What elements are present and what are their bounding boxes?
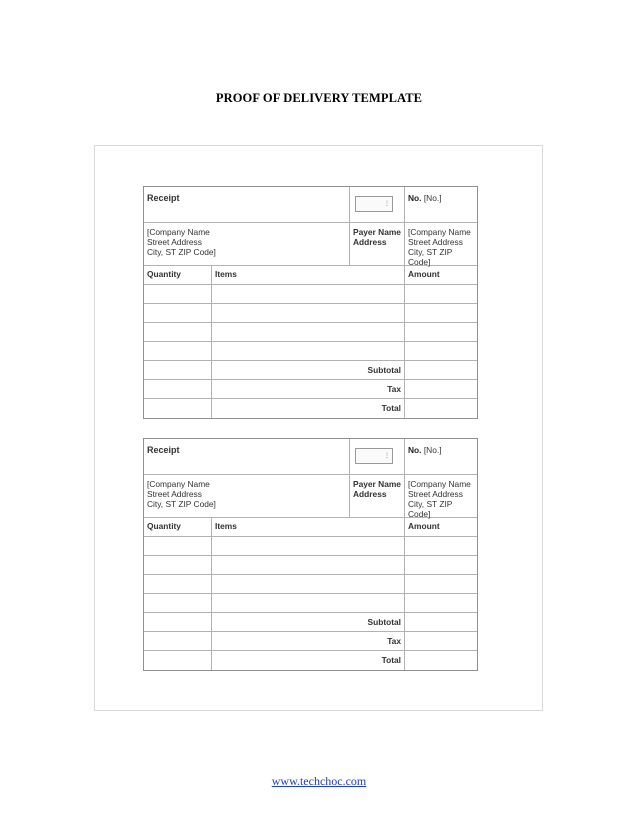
tax-label: Tax [212, 632, 405, 650]
quantity-cell[interactable] [144, 556, 212, 574]
receipt-number-label: No. [408, 193, 422, 203]
company-address[interactable] [144, 223, 350, 265]
line-item-row [144, 537, 477, 556]
date-picker[interactable] [355, 196, 393, 212]
tax-value[interactable] [405, 632, 477, 650]
line-item-row [144, 342, 477, 361]
payer-address-label: Address [353, 489, 387, 499]
amount-header: Amount [408, 269, 440, 279]
column-header-row [144, 266, 477, 285]
tax-label: Tax [212, 380, 405, 398]
subtotal-value[interactable] [405, 361, 477, 379]
amount-cell[interactable] [405, 594, 477, 612]
total-value[interactable] [405, 399, 477, 418]
receipt-number-value[interactable]: [No.] [423, 445, 442, 455]
company-street: Street Address [147, 237, 202, 247]
date-picker[interactable] [355, 448, 393, 464]
quantity-cell[interactable] [144, 323, 212, 341]
total-value[interactable] [405, 651, 477, 670]
subtotal-label: Subtotal [212, 361, 405, 379]
amount-cell[interactable] [405, 342, 477, 360]
dropdown-arrow-icon[interactable]: ⋮ [384, 201, 390, 207]
payer-address[interactable] [405, 475, 477, 517]
payer-label [350, 475, 405, 517]
address-row [144, 475, 477, 518]
payer-address[interactable] [405, 223, 477, 265]
quantity-header: Quantity [144, 266, 212, 284]
receipt-number-cell [405, 439, 477, 474]
items-cell[interactable] [212, 285, 405, 303]
company-address[interactable] [144, 475, 350, 517]
subtotal-label: Subtotal [212, 613, 405, 631]
payer-company-name: [Company Name [408, 227, 471, 237]
line-item-row [144, 594, 477, 613]
tax-row [144, 632, 477, 651]
items-cell[interactable] [212, 594, 405, 612]
items-cell[interactable] [212, 537, 405, 555]
empty-cell [144, 613, 212, 631]
payer-company-name: [Company Name [408, 479, 471, 489]
dropdown-arrow-icon[interactable]: ⋮ [384, 453, 390, 459]
column-header-row [144, 518, 477, 537]
subtotal-row [144, 361, 477, 380]
receipt-form-2 [143, 438, 478, 671]
footer-website-link[interactable]: www.techchoc.com [271, 774, 367, 788]
empty-cell [144, 632, 212, 650]
empty-cell [144, 651, 212, 670]
quantity-header: Quantity [144, 518, 212, 536]
items-header: Items [212, 266, 405, 284]
quantity-cell[interactable] [144, 537, 212, 555]
receipt-label: Receipt [144, 439, 350, 474]
total-label: Total [212, 651, 405, 670]
amount-header: Amount [408, 521, 440, 531]
items-cell[interactable] [212, 304, 405, 322]
line-item-row [144, 285, 477, 304]
items-cell[interactable] [212, 342, 405, 360]
total-row [144, 399, 477, 418]
payer-street: Street Address [408, 237, 463, 247]
total-row [144, 651, 477, 670]
items-cell[interactable] [212, 575, 405, 593]
payer-city: City, ST ZIP Code] [408, 499, 453, 519]
tax-value[interactable] [405, 380, 477, 398]
amount-cell[interactable] [405, 304, 477, 322]
receipt-header-row [144, 439, 477, 475]
empty-cell [144, 399, 212, 418]
quantity-cell[interactable] [144, 575, 212, 593]
receipt-label: Receipt [144, 187, 350, 222]
subtotal-value[interactable] [405, 613, 477, 631]
amount-cell[interactable] [405, 537, 477, 555]
empty-cell [144, 380, 212, 398]
receipt-header-row [144, 187, 477, 223]
payer-city: City, ST ZIP Code] [408, 247, 453, 267]
payer-label [350, 223, 405, 265]
payer-name-label: Payer Name [353, 227, 401, 237]
quantity-cell[interactable] [144, 342, 212, 360]
document-title: PROOF OF DELIVERY TEMPLATE [215, 91, 423, 105]
date-cell [350, 439, 405, 474]
items-header: Items [212, 518, 405, 536]
line-item-row [144, 304, 477, 323]
total-label: Total [212, 399, 405, 418]
items-cell[interactable] [212, 323, 405, 341]
payer-name-label: Payer Name [353, 479, 401, 489]
receipt-number-value[interactable]: [No.] [423, 193, 442, 203]
amount-cell[interactable] [405, 285, 477, 303]
receipt-form-1 [143, 186, 478, 419]
quantity-cell[interactable] [144, 594, 212, 612]
company-city: City, ST ZIP Code] [147, 247, 216, 257]
quantity-cell[interactable] [144, 285, 212, 303]
quantity-cell[interactable] [144, 304, 212, 322]
empty-cell [144, 361, 212, 379]
amount-cell[interactable] [405, 575, 477, 593]
line-item-row [144, 323, 477, 342]
company-city: City, ST ZIP Code] [147, 499, 216, 509]
line-item-row [144, 575, 477, 594]
payer-street: Street Address [408, 489, 463, 499]
payer-address-label: Address [353, 237, 387, 247]
amount-cell[interactable] [405, 323, 477, 341]
receipt-number-cell [405, 187, 477, 222]
date-cell [350, 187, 405, 222]
company-street: Street Address [147, 489, 202, 499]
amount-cell[interactable] [405, 556, 477, 574]
tax-row [144, 380, 477, 399]
items-cell[interactable] [212, 556, 405, 574]
line-item-row [144, 556, 477, 575]
receipt-number-label: No. [408, 445, 422, 455]
address-row [144, 223, 477, 266]
company-name: [Company Name [147, 479, 210, 489]
subtotal-row [144, 613, 477, 632]
company-name: [Company Name [147, 227, 210, 237]
